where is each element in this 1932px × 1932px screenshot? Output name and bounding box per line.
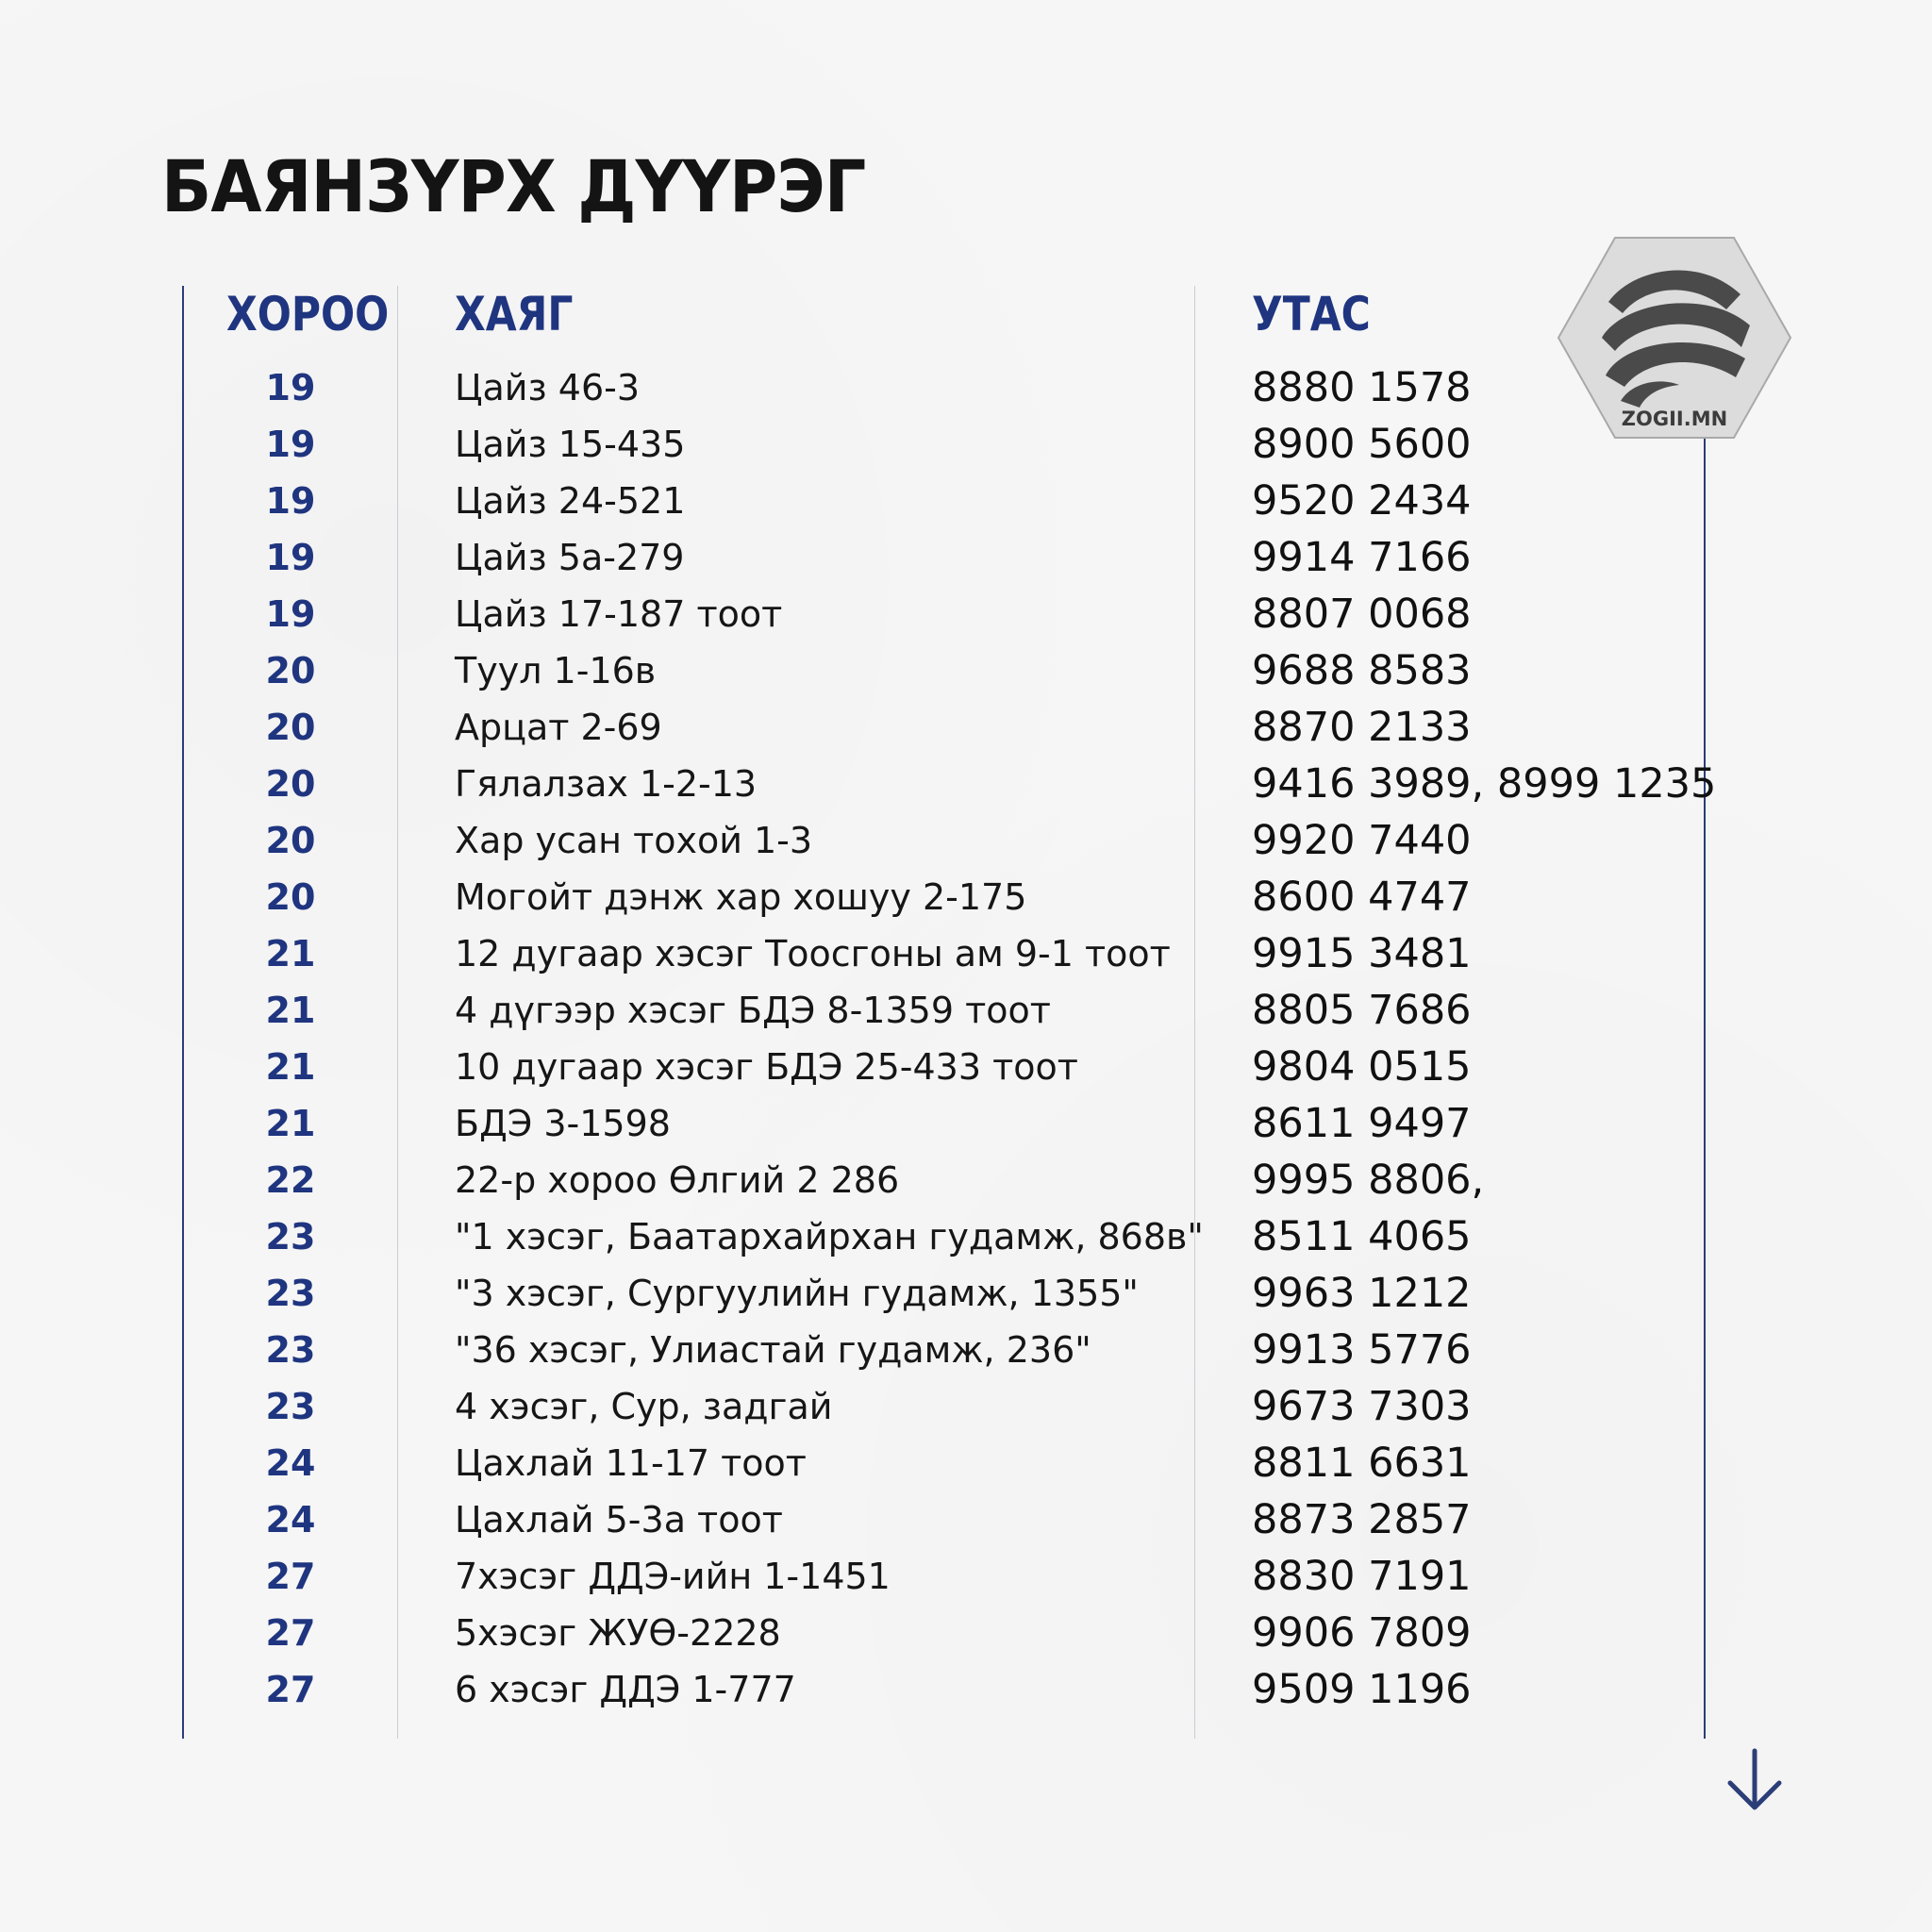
cell-phone: 8611 9497: [1252, 1100, 1472, 1147]
cell-horoo: 19: [265, 367, 316, 408]
table-row: [0, 1668, 1932, 1724]
cell-horoo: 23: [265, 1329, 316, 1371]
cell-phone: 9906 7809: [1252, 1609, 1472, 1657]
table-row: [0, 423, 1932, 479]
cell-address: "3 хэсэг, Сургуулийн гудамж, 1355": [455, 1273, 1139, 1314]
table-row: [0, 875, 1932, 932]
cell-address: Хар усан тохой 1-3: [455, 820, 813, 861]
cell-phone: 8900 5600: [1252, 421, 1472, 468]
cell-phone: 8811 6631: [1252, 1440, 1472, 1487]
cell-horoo: 23: [265, 1386, 316, 1427]
arrow-down-icon[interactable]: [1724, 1747, 1785, 1813]
table-row: [0, 1215, 1932, 1272]
cell-horoo: 21: [265, 1046, 316, 1088]
page-title: БАЯНЗҮРХ ДҮҮРЭГ: [161, 144, 866, 228]
cell-horoo: 19: [265, 537, 316, 578]
table-row: [0, 479, 1932, 536]
table-row: [0, 1272, 1932, 1328]
cell-address: 4 хэсэг, Сур, задгай: [455, 1386, 833, 1427]
column-header-horoo: ХОРОО: [226, 287, 390, 341]
cell-address: "36 хэсэг, Улиастай гудамж, 236": [455, 1329, 1091, 1371]
cell-phone: 8880 1578: [1252, 364, 1472, 411]
cell-address: Туул 1-16в: [455, 650, 657, 691]
cell-address: 10 дугаар хэсэг БДЭ 25-433 тоот: [455, 1046, 1078, 1088]
cell-phone: 9673 7303: [1252, 1383, 1472, 1430]
table-row: [0, 366, 1932, 423]
cell-horoo: 21: [265, 990, 316, 1031]
cell-phone: 9914 7166: [1252, 534, 1472, 581]
cell-horoo: 20: [265, 707, 316, 748]
cell-horoo: 22: [265, 1159, 316, 1201]
cell-phone: 9509 1196: [1252, 1666, 1472, 1713]
cell-phone: 9913 5776: [1252, 1326, 1472, 1374]
table-row: [0, 1328, 1932, 1385]
cell-phone: 9520 2434: [1252, 477, 1472, 525]
cell-horoo: 19: [265, 480, 316, 522]
cell-address: Цахлай 11-17 тоот: [455, 1442, 807, 1484]
cell-address: Гялалзах 1-2-13: [455, 763, 758, 805]
cell-address: 4 дүгээр хэсэг БДЭ 8-1359 тоот: [455, 990, 1051, 1031]
table-row: [0, 649, 1932, 706]
cell-horoo: 27: [265, 1612, 316, 1654]
table-row: [0, 1102, 1932, 1158]
cell-phone: 8600 4747: [1252, 874, 1472, 921]
cell-horoo: 20: [265, 876, 316, 918]
logo-text: ZOGII.MN: [1621, 408, 1728, 430]
table-row: [0, 1158, 1932, 1215]
cell-address: 22-р хороо Өлгий 2 286: [455, 1159, 900, 1201]
cell-address: Цайз 46-3: [455, 367, 641, 408]
table-row: [0, 1045, 1932, 1102]
cell-phone: 9804 0515: [1252, 1043, 1472, 1091]
table-row: [0, 706, 1932, 762]
table-body: [0, 366, 1932, 1724]
cell-horoo: 24: [265, 1499, 316, 1541]
cell-address: Цайз 5а-279: [455, 537, 685, 578]
cell-horoo: 23: [265, 1216, 316, 1257]
table-row: [0, 932, 1932, 989]
cell-address: Цайз 17-187 тоот: [455, 593, 783, 635]
cell-phone: 8830 7191: [1252, 1553, 1472, 1600]
cell-horoo: 20: [265, 650, 316, 691]
cell-horoo: 19: [265, 424, 316, 465]
cell-phone: 9995 8806,: [1252, 1157, 1485, 1204]
cell-phone: 8873 2857: [1252, 1496, 1472, 1543]
cell-horoo: 20: [265, 820, 316, 861]
cell-address: 6 хэсэг ДДЭ 1-777: [455, 1669, 796, 1710]
cell-horoo: 27: [265, 1669, 316, 1710]
cell-horoo: 21: [265, 1103, 316, 1144]
table-row: [0, 1611, 1932, 1668]
cell-horoo: 20: [265, 763, 316, 805]
cell-address: 5хэсэг ЖУӨ-2228: [455, 1612, 781, 1654]
cell-phone: 8511 4065: [1252, 1213, 1472, 1260]
cell-address: Цайз 24-521: [455, 480, 686, 522]
table-row: [0, 819, 1932, 875]
cell-address: 12 дугаар хэсэг Тоосгоны ам 9-1 тоот: [455, 933, 1171, 974]
column-header-phone: УТАС: [1252, 287, 1371, 341]
cell-horoo: 23: [265, 1273, 316, 1314]
table-row: [0, 536, 1932, 592]
cell-phone: 8805 7686: [1252, 987, 1472, 1034]
cell-address: Цахлай 5-3а тоот: [455, 1499, 783, 1541]
cell-address: Могойт дэнж хар хошуу 2-175: [455, 876, 1027, 918]
column-header-address: ХАЯГ: [455, 287, 574, 341]
table-row: [0, 1555, 1932, 1611]
cell-phone: 9688 8583: [1252, 647, 1472, 694]
cell-address: Цайз 15-435: [455, 424, 686, 465]
table-row: [0, 592, 1932, 649]
cell-horoo: 24: [265, 1442, 316, 1484]
cell-phone: 8870 2133: [1252, 704, 1472, 751]
cell-address: БДЭ 3-1598: [455, 1103, 671, 1144]
cell-phone: 9963 1212: [1252, 1270, 1472, 1317]
cell-address: Арцат 2-69: [455, 707, 662, 748]
cell-phone: 9920 7440: [1252, 817, 1472, 864]
cell-horoo: 19: [265, 593, 316, 635]
table-row: [0, 762, 1932, 819]
cell-phone: 9416 3989, 8999 1235: [1252, 760, 1717, 808]
cell-horoo: 27: [265, 1556, 316, 1597]
cell-address: "1 хэсэг, Баатархайрхан гудамж, 868в": [455, 1216, 1204, 1257]
cell-horoo: 21: [265, 933, 316, 974]
table-row: [0, 1498, 1932, 1555]
table-row: [0, 989, 1932, 1045]
cell-phone: 9915 3481: [1252, 930, 1472, 977]
cell-phone: 8807 0068: [1252, 591, 1472, 638]
table-row: [0, 1385, 1932, 1441]
table-row: [0, 1441, 1932, 1498]
cell-address: 7хэсэг ДДЭ-ийн 1-1451: [455, 1556, 891, 1597]
